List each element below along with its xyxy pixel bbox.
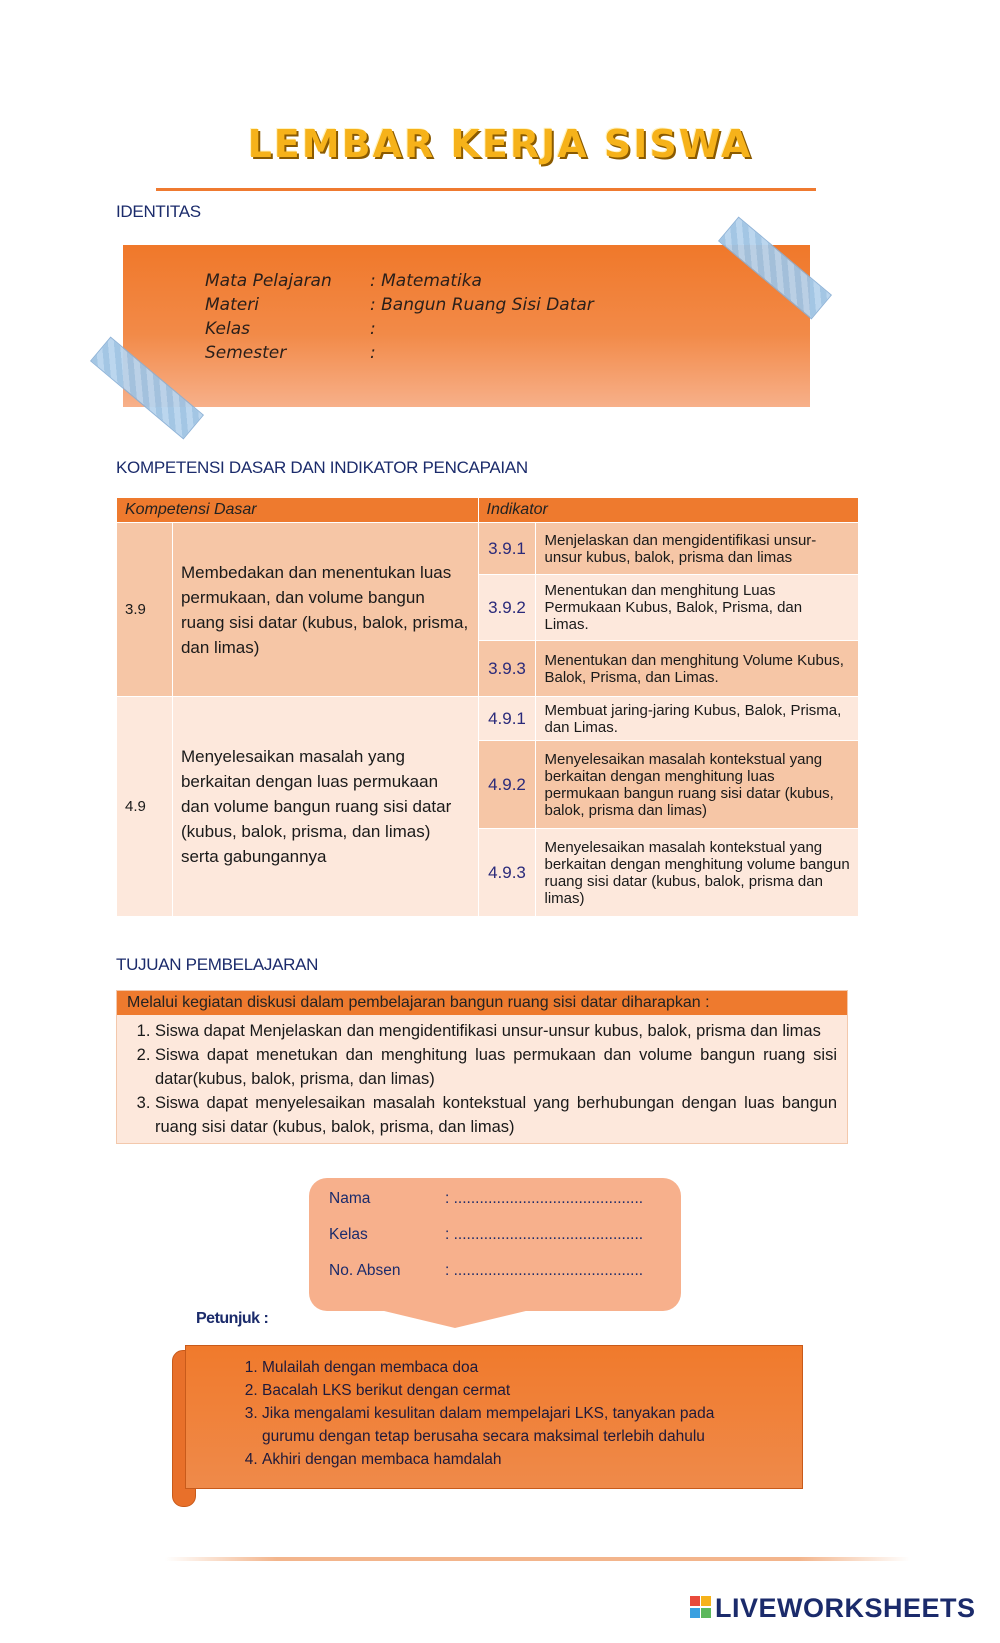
tujuan-list [117,1015,847,1143]
indikator-code: 4.9.2 [478,741,536,829]
biodata-label: Kelas [329,1226,368,1243]
indikator-code: 4.9.3 [478,829,536,917]
table-row [117,523,859,575]
kompetensi-heading: KOMPETENSI DASAR DAN INDIKATOR PENCAPAIAN [116,458,528,477]
identity-row [205,319,376,339]
identity-row [205,343,376,363]
petunjuk-label: Petunjuk : [196,1310,269,1327]
title-divider [156,188,816,191]
biodata-value[interactable]: : ............................................ [445,1226,644,1243]
list-item: 3. Jika mengalami kesulitan dalam mempelajari LKS, tanyakan pada gurumu dengan tetap berusaha secara maksimal terlebih dahulu [262,1402,762,1448]
identity-row [205,271,482,291]
tujuan-box [116,990,848,1144]
indikator-text: Menyelesaikan masalah kontekstual yang berkaitan dengan menghitung luas permukaan bangun ruang sisi datar (kubus, balok, prisma dan limas) [536,741,859,829]
kompetensi-table [116,497,859,917]
brand-icon [690,1596,712,1620]
identity-value: : [370,319,376,339]
biodata-label: No. Absen [329,1262,401,1279]
indikator-text: Menjelaskan dan mengidentifikasi unsur-unsur kubus, balok, prisma dan limas [536,523,859,575]
page-title: LEMBAR KERJA SISWA [247,122,753,166]
list-item: 2. Siswa dapat menetukan dan menghitung luas permukaan dan volume bangun ruang sisi datar(kubus, balok, prisma, dan limas) [155,1043,837,1091]
identity-value: : Bangun Ruang Sisi Datar [370,295,594,315]
indikator-text: Menentukan dan menghitung Volume Kubus, Balok, Prisma, dan Limas. [536,641,859,697]
table-row [117,697,859,741]
header-indikator: Indikator [478,498,859,523]
kd-code: 4.9 [117,697,173,917]
kd-text: Menyelesaikan masalah yang berkaitan dengan luas permukaan dan volume bangun ruang sisi datar (kubus, balok, prisma, dan limas) serta gabungannya [172,697,478,917]
indikator-text: Menentukan dan menghitung Luas Permukaan Kubus, Balok, Prisma, dan Limas. [536,575,859,641]
biodata-row [329,1190,643,1208]
list-item: 2. Bacalah LKS berikut dengan cermat [262,1379,762,1402]
liveworksheets-logo [690,1593,976,1624]
identity-value: : Matematika [370,271,482,291]
biodata-value[interactable]: : ............................................ [445,1190,644,1207]
petunjuk-list [234,1356,762,1471]
identity-label: Kelas [205,319,250,339]
biodata-bubble [309,1178,681,1311]
brand-text: LIVEWORKSHEETS [715,1593,976,1623]
identity-label: Materi [205,295,259,315]
indikator-code: 3.9.2 [478,575,536,641]
identity-card [123,245,810,407]
list-item: 1. Mulailah dengan membaca doa [262,1356,762,1379]
identity-label: Semester [205,343,287,363]
identity-value: : [370,343,376,363]
tujuan-intro: Melalui kegiatan diskusi dalam pembelajaran bangun ruang sisi datar diharapkan : [117,991,847,1015]
indikator-code: 3.9.3 [478,641,536,697]
kd-text: Membedakan dan menentukan luas permukaan, dan volume bangun ruang sisi datar (kubus, balok, prisma, dan limas) [172,523,478,697]
petunjuk-scroll [185,1345,803,1489]
list-item: 1. Siswa dapat Menjelaskan dan mengidentifikasi unsur-unsur kubus, balok, prisma dan limas [155,1019,837,1043]
indikator-text: Menyelesaikan masalah kontekstual yang berkaitan dengan menghitung volume bangun ruang sisi datar (kubus, balok, prisma dan limas) [536,829,859,917]
biodata-label: Nama [329,1190,371,1207]
header-kd: Kompetensi Dasar [117,498,479,523]
tujuan-heading: TUJUAN PEMBELAJARAN [116,955,319,974]
biodata-value[interactable]: : ............................................ [445,1262,644,1279]
identity-label: Mata Pelajaran [205,271,332,291]
kd-code: 3.9 [117,523,173,697]
biodata-row [329,1226,643,1244]
indikator-text: Membuat jaring-jaring Kubus, Balok, Prisma, dan Limas. [536,697,859,741]
identitas-heading: IDENTITAS [116,202,201,221]
bubble-tail [380,1310,530,1328]
biodata-row [329,1262,643,1280]
indikator-code: 4.9.1 [478,697,536,741]
list-item: 4. Akhiri dengan membaca hamdalah [262,1448,762,1471]
indikator-code: 3.9.1 [478,523,536,575]
table-header-row [117,498,859,523]
identity-row [205,295,594,315]
list-item: 3. Siswa dapat menyelesaikan masalah kontekstual yang berhubungan dengan luas bangun ruang sisi datar (kubus, balok, prisma, dan limas) [155,1091,837,1139]
footer-divider [165,1557,910,1561]
